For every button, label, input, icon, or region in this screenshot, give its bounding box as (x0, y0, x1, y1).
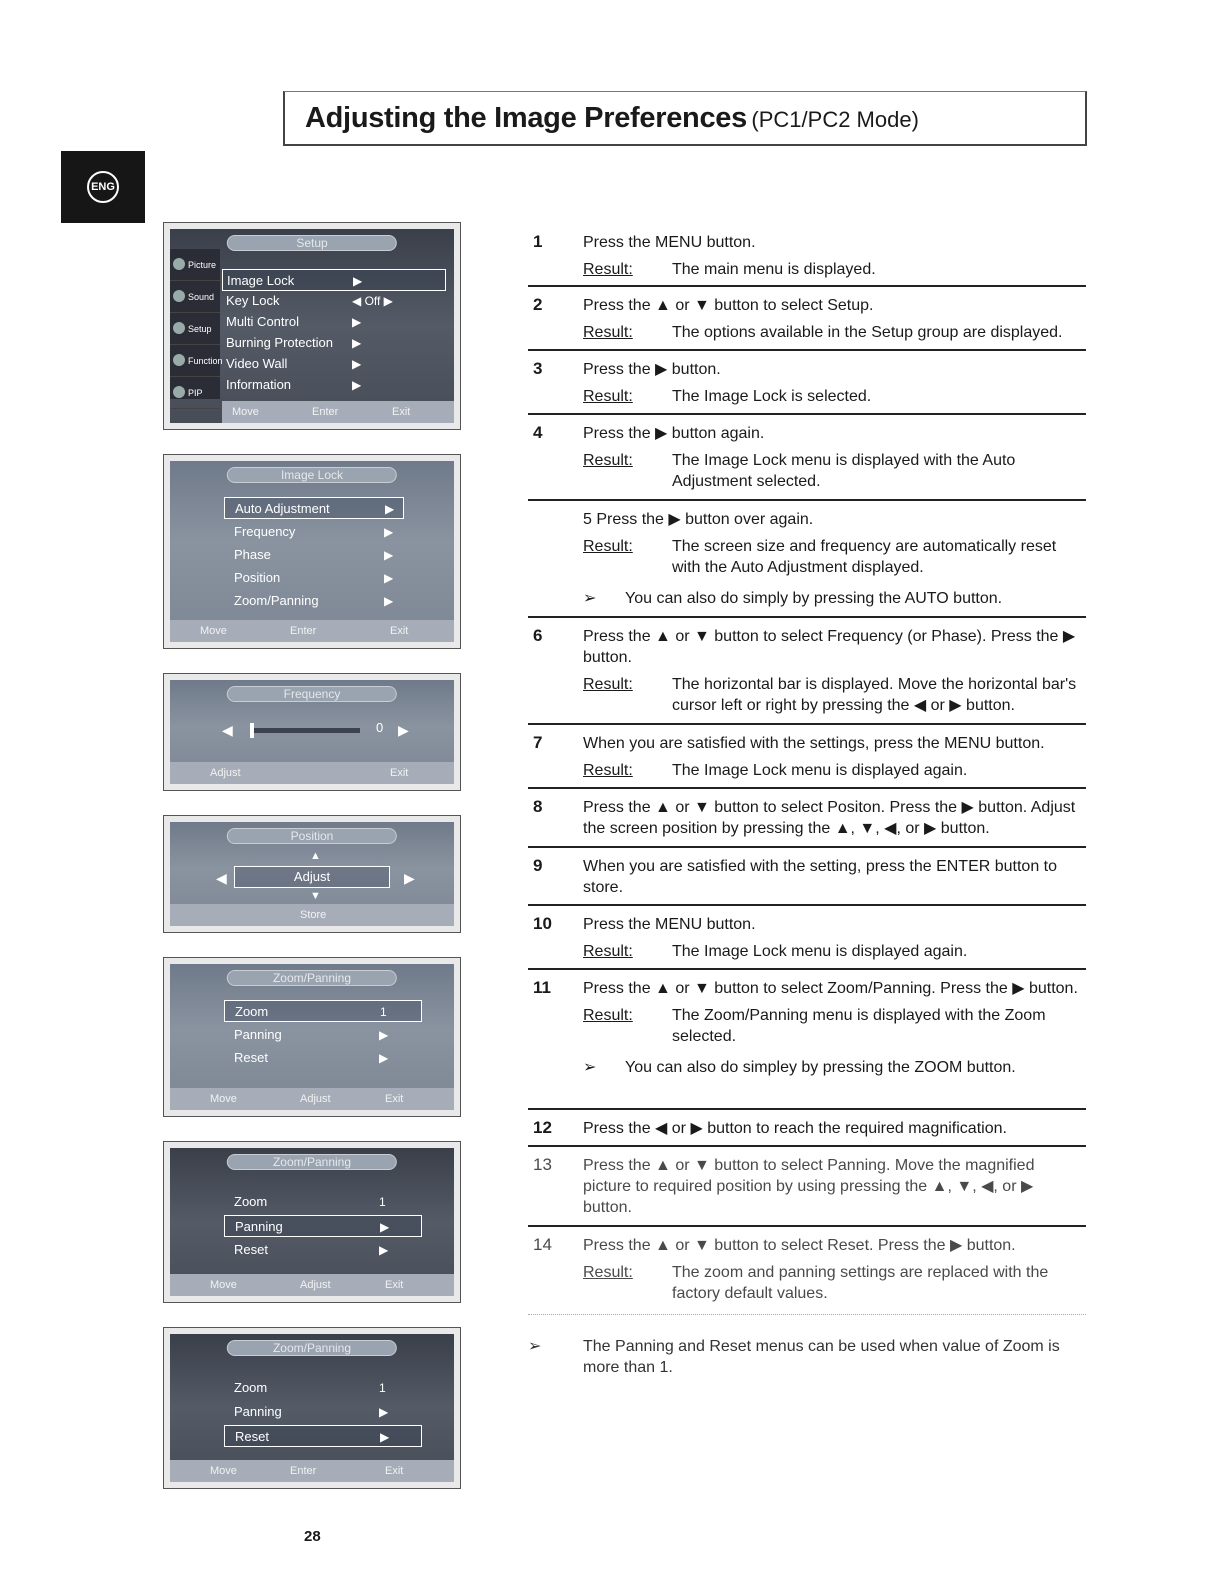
position-adjust-label: Adjust (293, 869, 331, 884)
note-arrow-icon: ➢ (583, 1059, 597, 1076)
osd-item: Burning Protection ▶ (226, 335, 362, 350)
osd-item: Multi Control ▶ (226, 314, 362, 329)
osd-item: Zoom 1 (224, 1000, 422, 1022)
position-right-arrow-icon: ▶ (404, 870, 415, 886)
osd-item: Key Lock ◀ Off ▶ (226, 293, 393, 308)
osd-item: Video Wall ▶ (226, 356, 362, 371)
osd-image-lock-title: Image Lock (227, 467, 397, 483)
osd-footer: Store (170, 904, 454, 926)
osd-footer: Move Enter Exit (170, 1460, 454, 1482)
osd-item: Phase ▶ (234, 547, 394, 562)
frequency-value: 0 (376, 720, 384, 735)
osd-item: Zoom/Panning ▶ (234, 593, 394, 608)
osd-item: Reset ▶ (224, 1425, 422, 1447)
step-8: 8 Press the ▲ or ▼ button to select Positon. Press the ▶ button. Adjust the screen position by pressing the ▲, ▼, ◀, or ▶ button. (528, 789, 1086, 848)
osd-item: Image Lock ▶ (222, 269, 446, 291)
osd-item: Auto Adjustment ▶ (224, 497, 404, 519)
frequency-slider-track (250, 728, 360, 733)
osd-footer: Move Enter Exit (222, 401, 454, 423)
step-5: 5 Press the ▶ button over again. Result: The screen size and frequency are automatically reset with the Auto Adjustment displayed. ➢ You can also do simply by pressing the AUTO button. (528, 501, 1086, 618)
osd-item: Zoom 1 (234, 1380, 386, 1395)
osd-tab-function: Function (170, 345, 220, 377)
position-up-arrow-icon: ▲ (310, 850, 321, 862)
osd-zoom-title: Zoom/Panning (227, 1154, 397, 1170)
position-down-arrow-icon: ▼ (310, 890, 321, 902)
osd-setup-tabs (170, 249, 223, 399)
osd-item: Panning ▶ (234, 1404, 389, 1419)
final-note-text: The Panning and Reset menus can be used when value of Zoom is more than 1. (583, 1338, 1060, 1376)
osd-position-screenshot (163, 815, 461, 933)
frequency-left-arrow-icon: ◀ (222, 722, 233, 738)
steps-list (528, 228, 1086, 1315)
step-10: 10 Press the MENU button. Result: The Image Lock menu is displayed again. (528, 906, 1086, 970)
step-3: 3 Press the ▶ button. Result: The Image Lock is selected. (528, 351, 1086, 415)
osd-setup-screenshot (163, 222, 461, 430)
step-12: 12 Press the ◀ or ▶ button to reach the required magnification. (528, 1110, 1086, 1147)
osd-item: Information ▶ (226, 377, 362, 392)
osd-footer: Move Adjust Exit (170, 1274, 454, 1296)
osd-tab-setup: Setup (170, 313, 220, 345)
osd-item: Position ▶ (234, 570, 394, 585)
osd-footer: Adjust Exit (170, 762, 454, 784)
osd-tab-pip: PIP (170, 377, 220, 409)
frequency-slider-cursor (250, 723, 254, 738)
osd-footer: Move Adjust Exit (170, 1088, 454, 1110)
final-note (528, 1336, 1068, 1378)
osd-item: Reset ▶ (234, 1242, 389, 1257)
osd-tab-sound: Sound (170, 281, 220, 313)
step-11: 11 Press the ▲ or ▼ button to select Zoom/Panning. Press the ▶ button. Result: The Zoom/Panning menu is displayed with the Zoom selected. ➢ You can also do simpley by pressing the ZOOM button. (528, 970, 1086, 1110)
osd-item: Zoom 1 (234, 1194, 386, 1209)
osd-image-lock-screenshot (163, 454, 461, 649)
osd-frequency-screenshot (163, 673, 461, 791)
frequency-right-arrow-icon: ▶ (398, 722, 409, 738)
osd-tab-picture: Picture (170, 249, 220, 281)
page-title-box (283, 91, 1087, 146)
page-subtitle: (PC1/PC2 Mode) (751, 107, 919, 132)
note-arrow-icon: ➢ (583, 590, 597, 607)
note-arrow-icon: ➢ (528, 1338, 542, 1355)
step-2: 2 Press the ▲ or ▼ button to select Setup. Result: The options available in the Setup group are displayed. (528, 287, 1086, 351)
osd-position-title: Position (227, 828, 397, 844)
osd-item: Panning ▶ (234, 1027, 389, 1042)
step-9: 9 When you are satisfied with the setting, press the ENTER button to store. (528, 848, 1086, 906)
step-14: 14 Press the ▲ or ▼ button to select Reset. Press the ▶ button. Result: The zoom and panning settings are replaced with the factory default values. (528, 1227, 1086, 1315)
step-7: 7 When you are satisfied with the settings, press the MENU button. Result: The Image Lock menu is displayed again. (528, 725, 1086, 789)
position-adjust-box (234, 866, 390, 888)
language-badge-label: ENG (87, 171, 119, 203)
step-6: 6 Press the ▲ or ▼ button to select Frequency (or Phase). Press the ▶ button. Result: The horizontal bar is displayed. Move the horizontal bar's cursor left or right by pressing the ◀ or ▶ button. (528, 618, 1086, 725)
osd-zoom-title: Zoom/Panning (227, 970, 397, 986)
osd-item: Frequency ▶ (234, 524, 394, 539)
osd-zoom-screenshot-3 (163, 1327, 461, 1489)
page-title: Adjusting the Image Preferences (305, 102, 747, 134)
osd-item: Reset ▶ (234, 1050, 389, 1065)
step-13: 13 Press the ▲ or ▼ button to select Panning. Move the magnified picture to required position by using pressing the ▲, ▼, ◀, or ▶ button. (528, 1147, 1086, 1227)
osd-zoom-title: Zoom/Panning (227, 1340, 397, 1356)
osd-footer: Move Enter Exit (170, 620, 454, 642)
page-number: 28 (304, 1528, 321, 1545)
step-1: 1 Press the MENU button. Result: The main menu is displayed. (528, 228, 1086, 287)
osd-zoom-screenshot-2 (163, 1141, 461, 1303)
osd-frequency-title: Frequency (227, 686, 397, 702)
step-4: 4 Press the ▶ button again. Result: The Image Lock menu is displayed with the Auto Adjustment selected. (528, 415, 1086, 501)
position-left-arrow-icon: ◀ (216, 870, 227, 886)
osd-item: Panning ▶ (224, 1215, 422, 1237)
osd-zoom-screenshot-1 (163, 957, 461, 1117)
language-badge (61, 151, 145, 223)
osd-setup-title: Setup (227, 235, 397, 251)
